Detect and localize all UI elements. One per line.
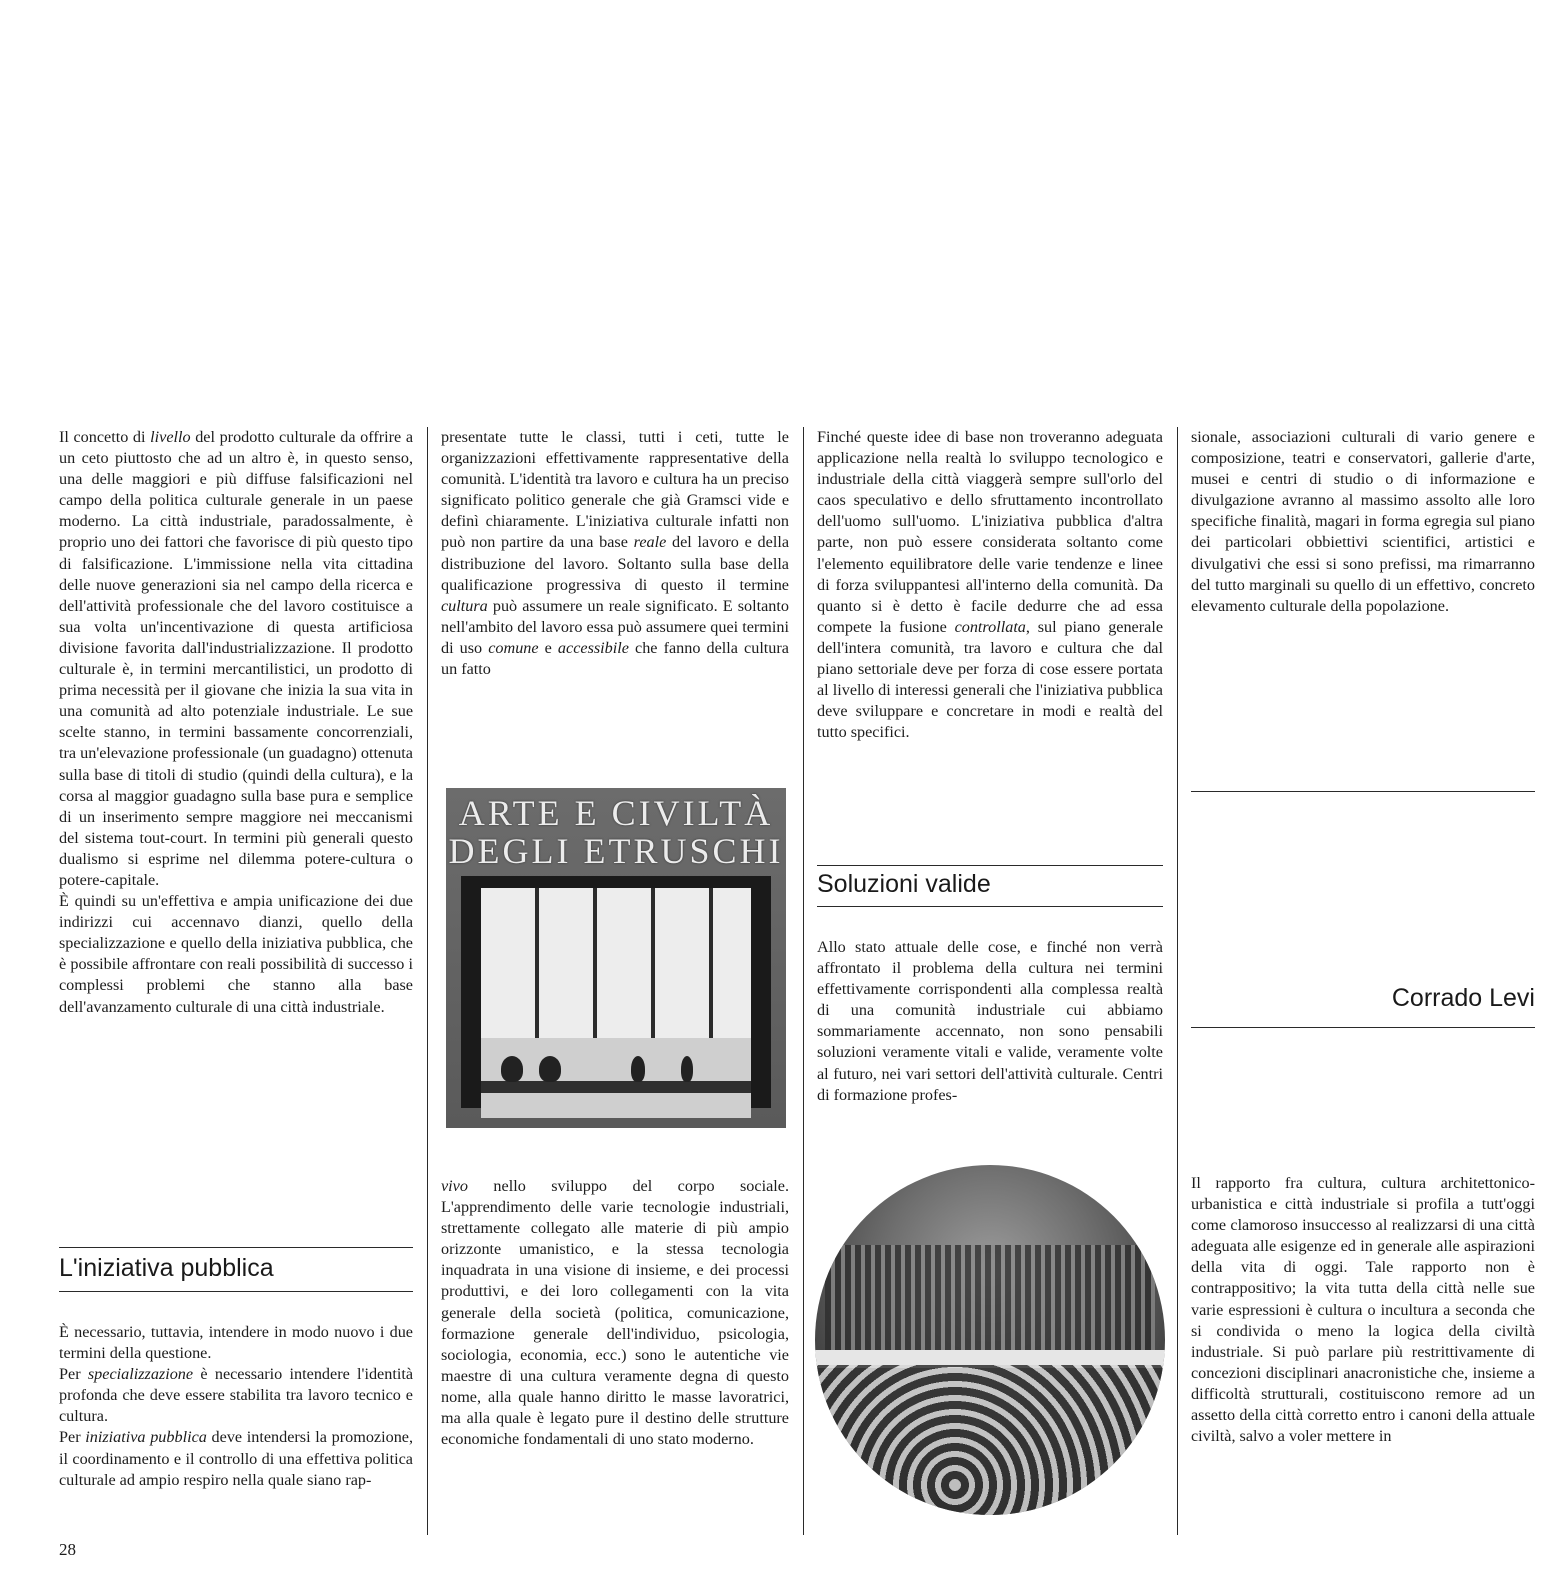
paragraph — [59, 1364, 413, 1427]
italic-term: specializzazione — [87, 1365, 194, 1384]
italic-term: accessibile — [557, 638, 629, 657]
vase — [539, 1056, 561, 1082]
lit-ceiling — [481, 888, 751, 1038]
italic-term: cultura — [441, 596, 488, 615]
exhibition-room — [461, 876, 771, 1108]
text-run: Per — [59, 1365, 88, 1384]
column-4-top — [1191, 427, 1535, 617]
column-divider — [1177, 427, 1178, 1535]
author-rule — [1191, 1027, 1535, 1028]
paragraph — [817, 427, 1163, 743]
text-run: è necessario intendere l'identità profonda che deve essere stabilita tra lavoro tecnico e cultura. — [59, 1365, 414, 1426]
column-1-section — [59, 1322, 413, 1491]
paragraph — [441, 427, 789, 680]
italic-term: controllata — [954, 617, 1026, 636]
italic-term: comune — [488, 638, 539, 657]
divider-rule — [1191, 791, 1535, 792]
sign-line-1: ARTE E CIVILTÀ — [458, 793, 774, 833]
column-divider — [803, 427, 804, 1535]
text-run: Finché queste idee di base non troveranno adeguata applicazione nella realtà lo sviluppo tecnologico e industriale della città viaggerà sempre sull'orlo del caos speculativo e dello sfruttamento incontrollato dell'uomo sull'uomo. L'iniziativa pubblica d'altra parte, non può essere considerata soltanto come l'elemento equilibratore delle varie tendenze e linee di forza sviluppantesi all'interno della comunità. Da quanto si è detto è facile dedurre che ad essa compete la fusione — [817, 428, 1163, 636]
text-run: del lavoro e della distribuzione del lavoro. Soltanto sulla base della qualificazione progressiva di questo il termine — [441, 533, 790, 594]
text-run: Il concetto di — [59, 428, 151, 446]
italic-term: livello — [150, 428, 191, 446]
concert-audience-photo — [815, 1165, 1165, 1515]
italic-term: iniziativa pubblica — [85, 1428, 207, 1447]
vase — [501, 1056, 523, 1082]
sign-line-2: DEGLI ETRUSCHI — [448, 831, 784, 871]
paragraph: Allo stato attuale delle cose, e finché non verrà affrontato il problema della cultura nei termini effettivamente corrispondenti alla complessa realtà di una comunità industriale cui abbiamo sommariamente accennato, non sono pensabili soluzioni veramente vitali e valide, veramente volte al futuro, nei vari settori dell'attività culturale. Centri di formazione profes- — [817, 938, 1163, 1104]
italic-term: vivo — [441, 1177, 468, 1195]
etruscan-exhibition-photo — [446, 788, 786, 1128]
paragraph: sionale, associazioni culturali di vario genere e composizione, teatri e conservatori, gallerie d'arte, musei e centri di studio o di informazione e divulgazione avranno al massimo assolto alle loro specifiche finalità, magari in forma egregia sul piano dei particolari obbiettivi scientifici, artistici e divulgativi che essi si sono prefissi, ma rimarranno del tutto marginali su quello di un effettivo, concreto elevamento culturale della popolazione. — [1191, 428, 1535, 615]
text-run: , sul piano generale dell'intera comunità, tra lavoro e cultura che dal piano settoriale deve per forza di cose essere portata al livello di interessi generali che l'iniziativa pubblica deve sviluppare e concretare in modi e realtà del tutto specifici. — [817, 617, 1164, 742]
heading-rule-top — [817, 865, 1163, 866]
section-heading-iniziativa: L'iniziativa pubblica — [59, 1254, 274, 1282]
gallery-floor — [481, 1038, 751, 1118]
heading-rule-bottom — [817, 906, 1163, 907]
column-2-top — [441, 427, 789, 680]
text-run: e — [538, 638, 558, 657]
italic-term: reale — [633, 533, 667, 552]
text-run: presentate tutte le classi, tutti i ceti, tutte le organizzazioni effettivamente rappresentative della comunità. L'identità tra lavoro e cultura ha un preciso significato politico generale che già Gramsci vide e definì chiaramente. L'iniziativa culturale infatti non può non partire da una base — [441, 428, 789, 552]
audience — [815, 1365, 1165, 1515]
text-run: deve intendersi la promozione, il coordinamento e il controllo di una effettiva politica culturale ad ampio respiro nella quale siano rap- — [59, 1428, 414, 1489]
column-4-bottom — [1191, 1173, 1535, 1447]
section-heading-soluzioni: Soluzioni valide — [817, 870, 991, 898]
page-number: 28 — [59, 1540, 76, 1559]
display-case — [481, 1081, 751, 1093]
author-name: Corrado Levi — [1391, 984, 1535, 1012]
heading-rule-bottom — [59, 1291, 413, 1292]
paragraph — [441, 1176, 789, 1450]
vase — [681, 1056, 693, 1082]
heading-rule-top — [59, 1247, 413, 1248]
column-3-top — [817, 427, 1163, 743]
orchestra-stage — [825, 1245, 1155, 1355]
paragraph — [59, 427, 413, 891]
column-divider — [427, 427, 428, 1535]
paragraph: È quindi su un'effettiva e ampia unificazione dei due indirizzi cui accennavo dianzi, quello della specializzazione e quello della iniziativa pubblica, che è possibile affrontare con reali possibilità di successo i complessi problemi che stanno alla base dell'avanzamento culturale di una città industriale. — [59, 892, 413, 1016]
paragraph: Il rapporto fra cultura, cultura architettonico-urbanistica e città industriale si profila a tutt'oggi come clamoroso insuccesso al realizzarsi di una città adeguata alle esigenze ed in generale alle aspirazioni della vita di oggi. Tale rapporto non è contrappositivo; la vita tutta della città nelle sue varie espressioni è cultura o incultura a seconda che si condivida o meno la logica della civiltà industriale. Si può parlare più restrittivamente di concezioni disciplinari anacronistiche che, insieme a difficoltà strutturali, costituiscono remore ad un assetto della città corretto entro i canoni della attuale civiltà, salvo a voler mettere in — [1191, 1174, 1535, 1446]
text-run: nello sviluppo del corpo sociale. L'apprendimento delle varie tecnologie industriali, strettamente collegato alle materie di più ampio orizzonte umanistico, e la stessa tecnologia inquadrata in una visione di insieme, e dei processi produttivi, e dei loro collegamenti con la vita generale della società (politica, comunicazione, formazione generale dell'individuo, psicologia, sociologia, economia, ecc.) sono le autentiche vie maestre di una cultura veramente degna di questo nome, alla quale hanno diritto le masse lavoratrici, ma alla quale è legato pure il destino delle strutture economiche fondamentali di uno stato moderno. — [441, 1177, 789, 1449]
vase — [631, 1056, 645, 1082]
text-run: del prodotto culturale da offrire a un ceto piuttosto che ad un altro è, in questo senso, una delle maggiori e più diffuse falsificazioni nel campo della politica culturale generale in un paese moderno. La città industriale, paradossalmente, è proprio uno dei fattori che favorisce di più questo tipo di falsificazione. L'immissione nella vita cittadina delle nuove generazioni sia nel campo della ricerca e dell'attività professionale che del lavoro costituisce a sua volta un'incentivazione di questa artificiosa divisione favorita dall'industrializzazione. Il prodotto culturale è, in termini mercantilistici, un prodotto di prima necessità per il giovane che inizia la sua vita in una comunità ad alto potenziale industriale. Le sue scelte stanno, in termini bassamente concorrenziali, tra un'elevazione professionale (un guadagno) ottenuta sulla base di titoli di studio (quindi della cultura), e la corsa al maggior guadagno sulla base pura e semplice di un inserimento sempre maggiore nei meccanismi del sistema tout-court. In termini più generali questo dualismo si esprime nel dilemma potere-cultura o potere-capitale. — [59, 428, 414, 889]
column-3-section — [817, 937, 1163, 1106]
column-1-intro — [59, 427, 413, 1018]
paragraph: È necessario, tuttavia, intendere in modo nuovo i due termini della questione. — [59, 1323, 413, 1363]
text-run: Per — [59, 1428, 86, 1447]
column-2-bottom — [441, 1176, 789, 1450]
paragraph — [59, 1427, 413, 1490]
text-run: che fanno della cultura un fatto — [441, 638, 789, 679]
exhibition-sign — [446, 794, 786, 870]
text-run: può assumere un reale significato. E soltanto nell'ambito del lavoro essa può assumere quei termini di uso — [441, 596, 789, 657]
